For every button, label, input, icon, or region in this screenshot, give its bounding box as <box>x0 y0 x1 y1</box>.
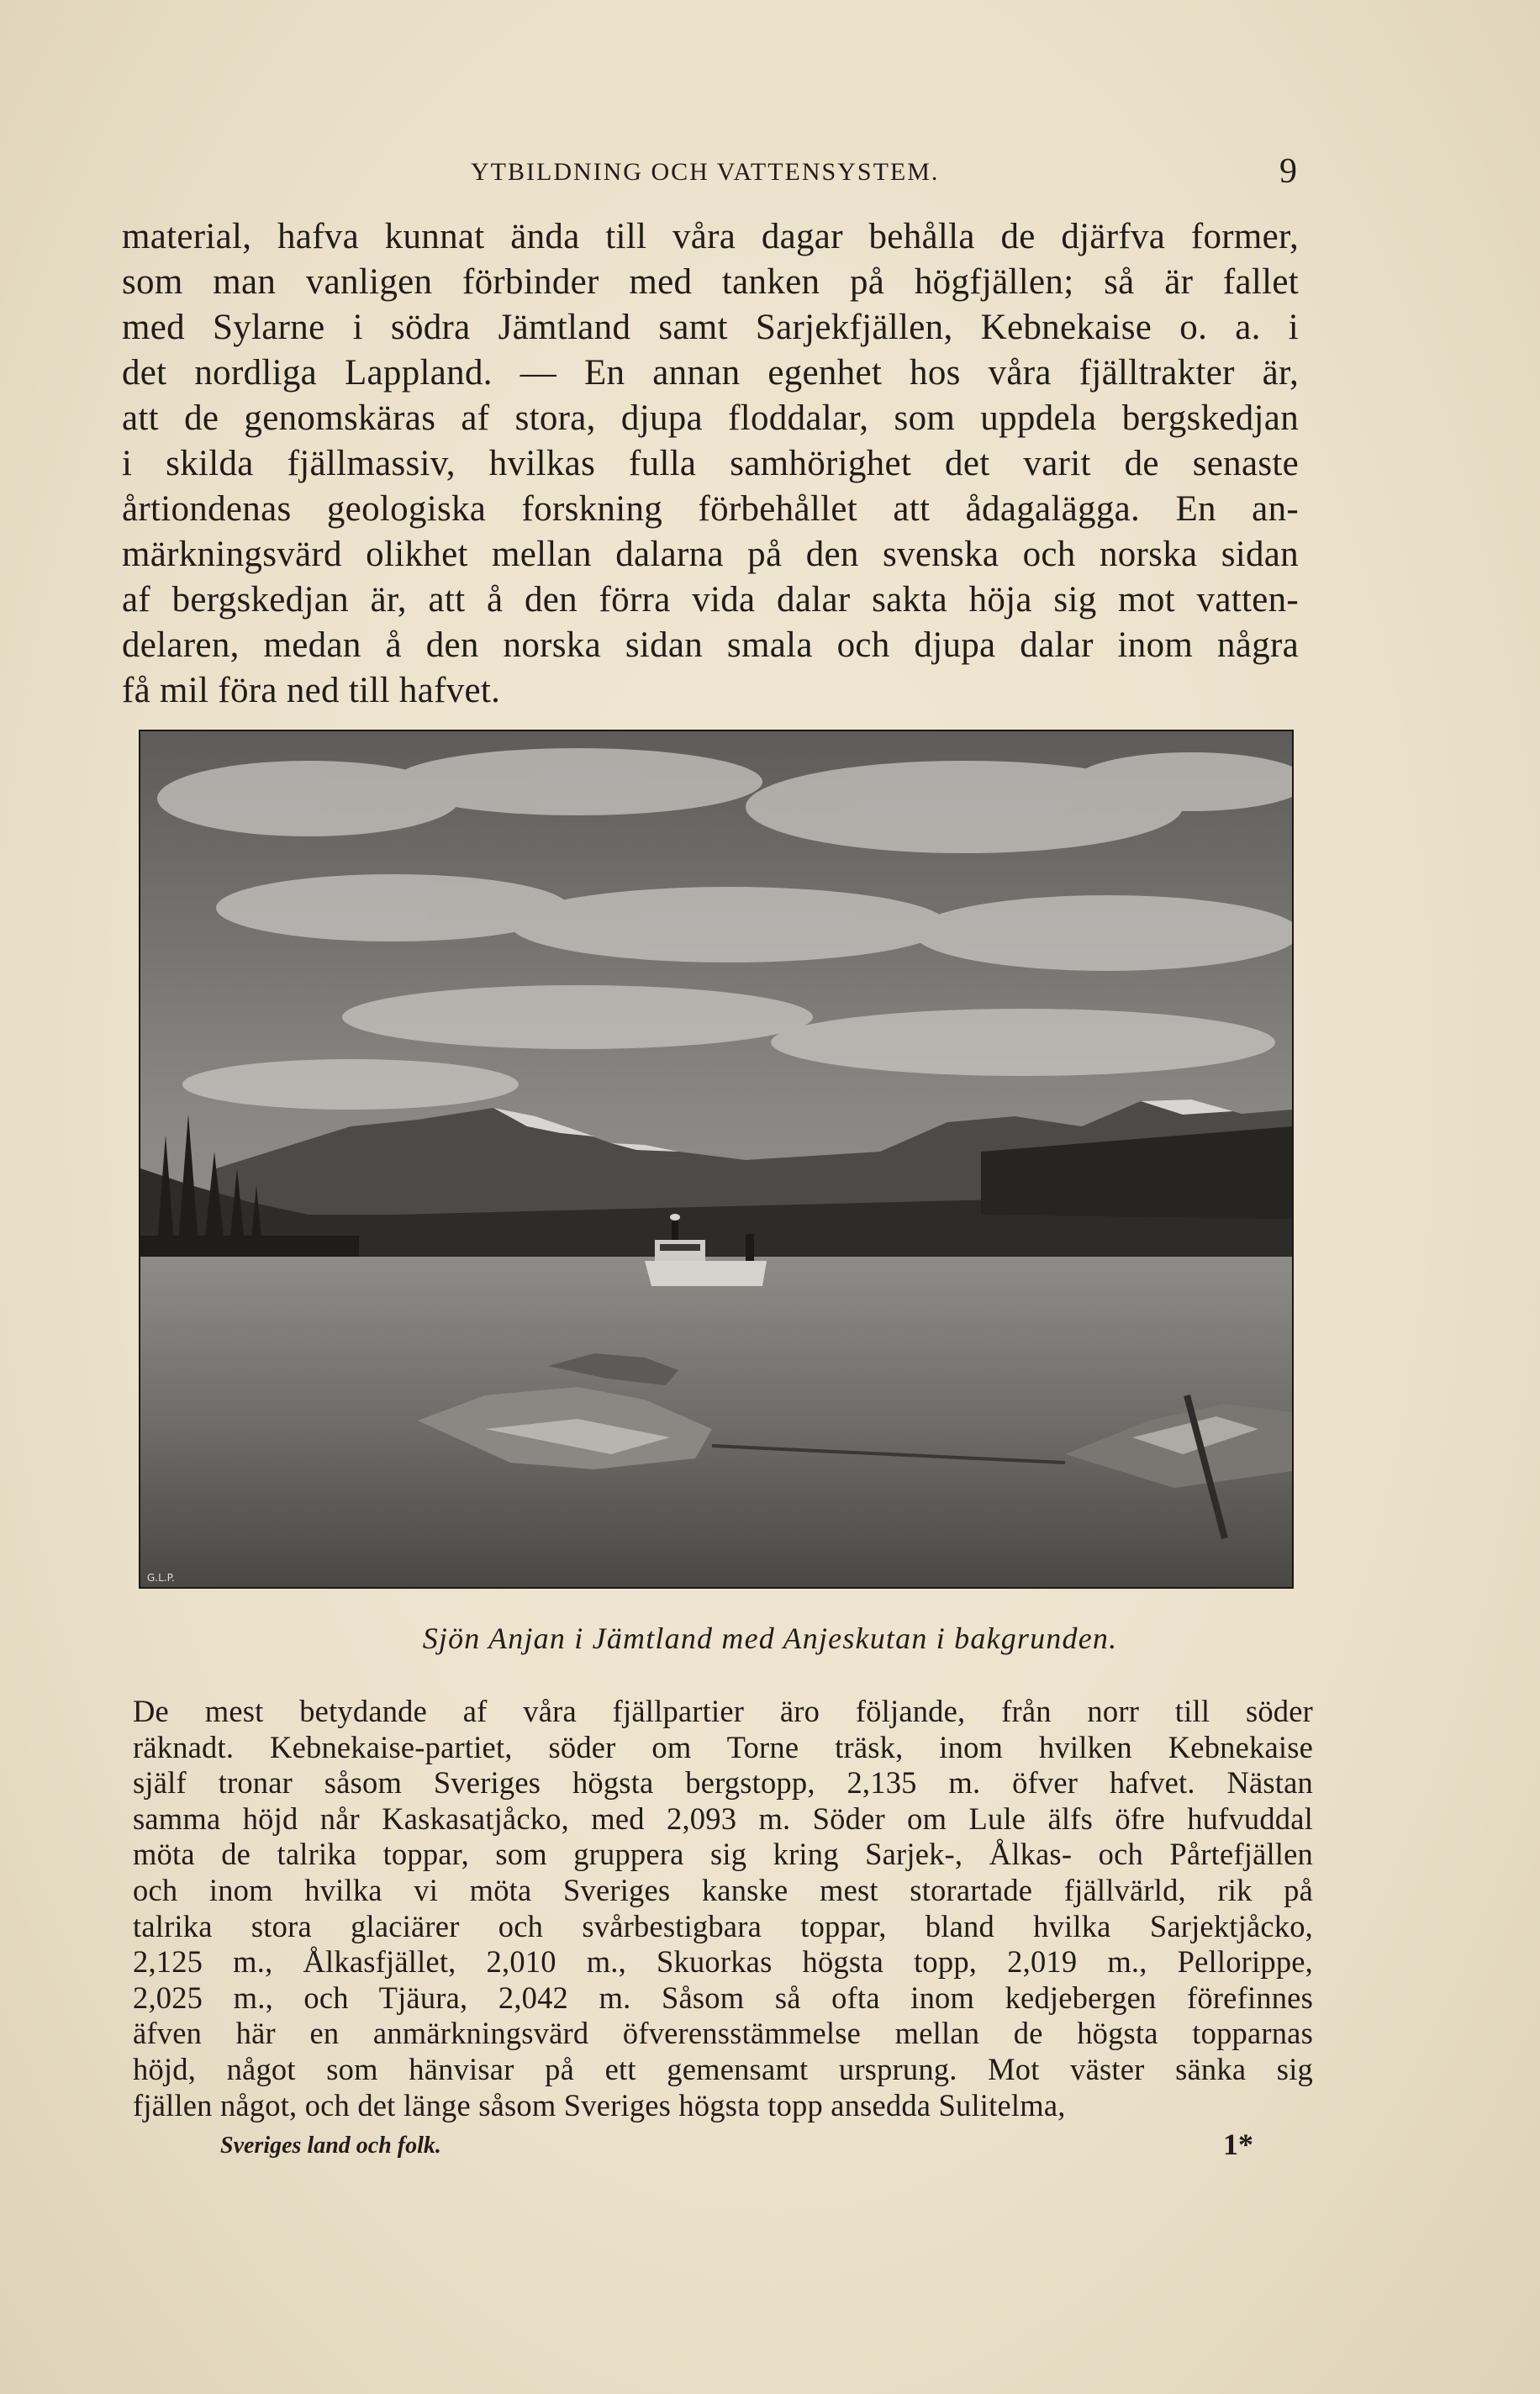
text-line: 2,125 m., Ålkasfjället, 2,010 m., Skuorkas högsta topp, 2,019 m., Pellorippe, <box>133 1944 1313 1980</box>
text-line: talrika stora glaciärer och svårbestigbara toppar, bland hvilka Sarjektjåcko, <box>133 1908 1313 1943</box>
running-head <box>0 151 1540 193</box>
text-line: möta de talrika toppar, som gruppera sig kring Sarjek-, Ålkas- och Pårtefjällen <box>133 1837 1313 1872</box>
lake-water <box>140 1257 1292 1587</box>
text-line: räknadt. Kebnekaise-partiet, söder om Torne träsk, inom hvilken Kebnekaise <box>133 1729 1313 1764</box>
signature-mark: 1* <box>1223 2128 1253 2161</box>
footer-source: Sveriges land och folk. <box>220 2133 441 2159</box>
text-line: äfven här en anmärkningsvärd öfverensstämmelse mellan de högsta topparnas <box>133 2016 1313 2051</box>
text-line: få mil föra ned till hafvet. <box>122 671 501 710</box>
text-line: delaren, medan å den norska sidan smala och djupa dalar inom några <box>122 625 1299 665</box>
text-line: af bergskedjan är, att å den förra vida dalar sakta höja sig mot vatten- <box>122 580 1299 620</box>
running-title: YTBILDNING OCH VATTENSYSTEM. <box>471 158 940 186</box>
text-line: höjd, något som hänvisar på ett gemensamt ursprung. Mot väster sänka sig <box>133 2051 1313 2086</box>
text-line: De mest betydande af våra fjällpartier äro följande, från norr till söder <box>133 1694 1313 1728</box>
figure-caption: Sjön Anjan i Jämtland med Anjeskutan i bakgrunden. <box>422 1621 1118 1655</box>
main-paragraph <box>133 1694 1313 2123</box>
text-line: årtiondenas geologiska forskning förbehållet att ådagalägga. En an- <box>122 489 1299 529</box>
text-line: 2,025 m., och Tjäura, 2,042 m. Såsom så ofta inom kedjebergen förefinnes <box>133 1980 1313 2015</box>
lake-photograph <box>139 730 1294 1589</box>
text-line: samma höjd når Kaskasatjåcko, med 2,093 m. Söder om Lule älfs öfre hufvuddal <box>133 1801 1313 1836</box>
text-line: med Sylarne i södra Jämtland samt Sarjekfjällen, Kebnekaise o. a. i <box>122 308 1299 347</box>
text-line: fjällen något, och det länge såsom Sveriges högsta topp ansedda Sulitelma, <box>133 2087 1066 2122</box>
text-line: att de genomskäras af stora, djupa floddalar, som uppdela bergskedjan <box>122 398 1299 438</box>
text-line: och inom hvilka vi möta Sveriges kanske mest storartade fjällvärld, rik på <box>133 1872 1313 1907</box>
text-line: i skilda fjällmassiv, hvilkas fulla samhörighet det varit de senaste <box>122 444 1299 483</box>
photo-stamp: G.L.P. <box>147 1572 175 1584</box>
text-line: som man vanligen förbinder med tanken på högfjällen; så är fallet <box>122 262 1299 302</box>
page-number: 9 <box>1279 152 1297 191</box>
text-line: märkningsvärd olikhet mellan dalarna på den svenska och norska sidan <box>122 535 1299 574</box>
intro-paragraph <box>122 214 1299 714</box>
text-line: det nordliga Lappland. — En annan egenhet hos våra fjälltrakter är, <box>122 353 1299 393</box>
text-line: själf tronar såsom Sveriges högsta bergstopp, 2,135 m. öfver hafvet. Nästan <box>133 1765 1313 1801</box>
lake-scene-illustration <box>140 731 1292 1587</box>
text-line: material, hafva kunnat ända till våra dagar behålla de djärfva former, <box>122 217 1299 256</box>
